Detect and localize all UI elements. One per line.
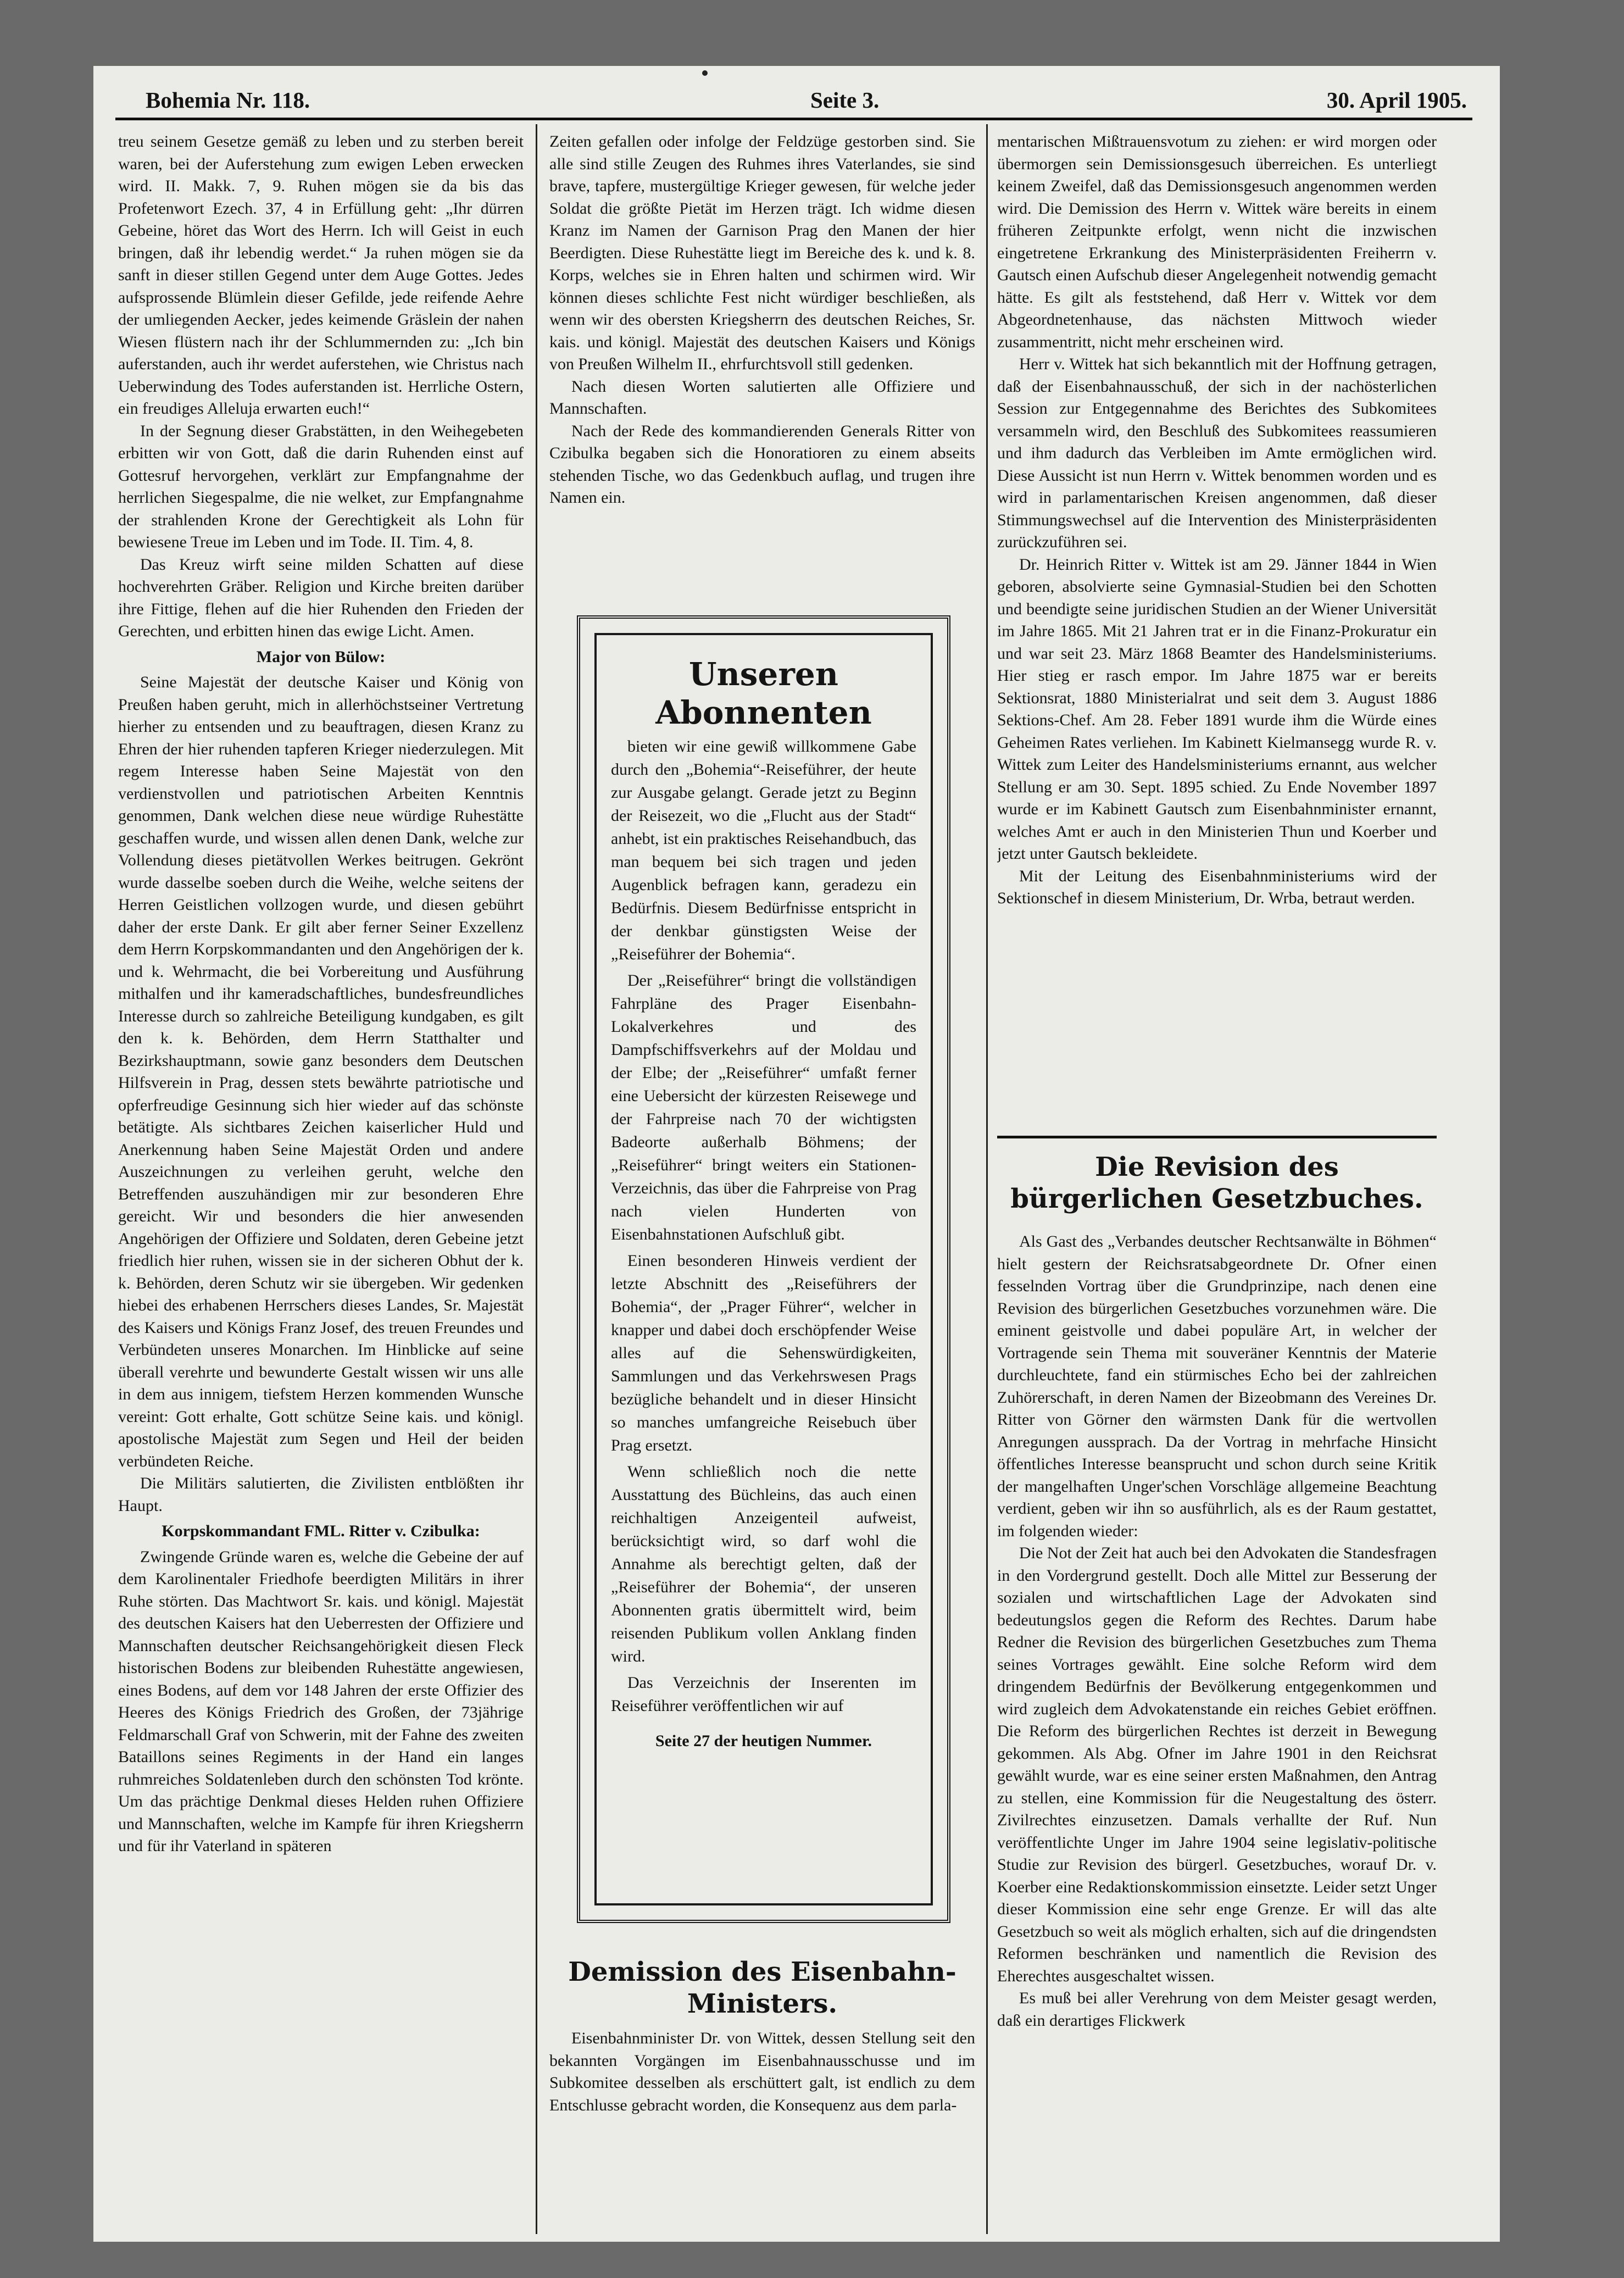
section-rule <box>997 1136 1437 1138</box>
col3-paragraph: mentarischen Mißtrauensvotum zu ziehen: er wird morgen oder übermorgen sein Demissionsgesuch überreichen. Es unterliegt keinem Zweifel, daß das Demissionsgesuch angenommen werden wird. Die Demission des Herrn v. Wittek wäre bereits in einem früheren Zeitpunkte erfolgt, wenn nicht die inzwischen eingetretene Erkrankung des Ministerpräsidenten Freiherrn v. Gautsch einen Aufschub dieser Angelegenheit notwendig gemacht hätte. Es gilt als feststehend, daß Herr v. Wittek vor dem Abgeordnetenhause, das nächsten Mittwoch wieder zusammentritt, nicht mehr erscheinen wird. <box>997 132 1437 351</box>
col3-paragraph: Dr. Heinrich Ritter v. Wittek ist am 29. Jänner 1844 in Wien geboren, absolvierte seine Gymnasial-Studien bei den Schotten und beendigte seine juridischen Studien an der Wiener Universität im Jahre 1865. Mit 21 Jahren trat er in die Finanz-Prokuratur ein und war seit 23. März 1868 Beamter des Handelsministeriums. Hier stieg er rasch empor. Im Jahre 1875 war er bereits Sektionsrat, 1880 Ministerialrat und seit dem 3. August 1886 Sektions-Chef. Am 28. Feber 1891 wurde ihm die Würde eines Geheimen Rates verliehen. Im Kabinett Kielmansegg wurde R. v. Wittek zum Leiter des Handelsministeriums ernannt, aus welcher Stellung er am 30. Sept. 1895 schied. Zu Ende November 1897 wurde er im Kabinett Gautsch zum Eisenbahnminister ernannt, welches Amt er auch in den Ministerien Thun und Koerber und jetzt unter Gautsch bekleidete. <box>997 555 1437 863</box>
col2-paragraph: Zeiten gefallen oder infolge der Feldzüge gestorben sind. Sie alle sind stille Zeugen des Ruhmes ihres Vaterlandes, sie sind brave, tapfere, mustergültige Krieger gewesen, für welche jeder Soldat die größte Pietät im Herzen trägt. Ich widme diesen Kranz im Namen der Garnison Prag den Manen der hier Beerdigten. Diese Ruhestätte liegt im Bereiche des k. und k. 8. Korps, welches sie in Ehren halten und schirmen wird. Wir können dieses schlichte Fest nicht würdiger beschließen, als wenn wir des obersten Kriegsherrn des deutschen Reiches, Sr. kais. und königl. Majestät des deutschen Kaisers und Königs von Preußen Wilhelm II., ehrfurchtsvoll still gedenken. <box>549 132 975 373</box>
announcement-title: Unseren Abonnenten <box>655 655 872 731</box>
demission-article <box>549 2027 975 2236</box>
revision-article <box>997 1231 1437 2242</box>
col1-paragraph: treu seinem Gesetze gemäß zu leben und zu sterben bereit waren, bei der Auferstehung zum ewigen Leben erwecken wird. II. Makk. 7, 9. Ruhen mögen sie da bis das Profetenwort Ezech. 37, 4 in Erfüllung geht: „Ihr dürren Gebeine, höret das Wort des Herrn. Ich will Geist in euch bringen, daß ihr lebendig werdet.“ Ja ruhen mögen sie da sanft in dieser stillen Gegend unter dem Auge Gottes. Jedes aufsprossende Blümlein dieser Gefilde, jede reifende Aehre der umliegenden Aecker, jedes keimende Gräslein der nahen Wiesen flüstern nach ihr der Schlummernden zu: „Ich bin auferstanden, auch ihr werdet auferstehen, wie Christus nach Ueberwindung des Todes auferstanden ist. Herrliche Ostern, ein freudiges Alleluja erwarten euch!“ <box>118 132 524 418</box>
revision-paragraph: Die Not der Zeit hat auch bei den Advokaten die Standesfragen in den Vordergrund gestellt. Doch alle Mittel zur Besserung der sozialen und wirtschaftlichen Lage der Advokaten sind bedeutungslos gegen die Reform des Rechtes. Darum habe Redner die Revision des bürgerlichen Gesetzbuches zum Thema seines Vortrages gewählt. Eine solche Reform wird dem dringendem Bedürfnis der Bevölkerung entgegenkommen und wird zugleich dem Advokatenstande ein reiches Gebiet eröffnen. Die Reform des bürgerlichen Rechtes ist derzeit in Bewegung gekommen. Als Abg. Ofner im Jahre 1901 in den Reichsrat gewählt wurde, war es eine seiner ersten Maßnahmen, den Antrag zu stellen, eine Kommission für die Neugestaltung des österr. Zivilrechtes einzusetzen. Damals verhallte der Ruf. Nun veröffentlichte Unger im Jahre 1904 seine legislativ-politische Studie zur Revision des bürgerl. Gesetzbuches, worauf Dr. v. Koerber eine Redaktionskommission einsetzte. Leider setzt Unger dieser Kommission eine sehr enge Grenze. Er will das alte Gesetzbuch so weit als möglich erhalten, sich auf die dringendsten Reformen beschränken und namentlich die Revision des Eherechtes ausgeschaltet wissen. <box>997 1544 1437 1985</box>
demission-headline: Demission des Eisenbahn-Ministers. <box>568 1957 956 2019</box>
column-rule-1 <box>536 124 537 2234</box>
announcement-paragraph: bieten wir eine gewiß willkommene Gabe durch den „Bohemia“-Reiseführer, der heute zur Ausgabe gelangt. Gerade jetzt zu Beginn der Reisezeit, wo die „Flucht aus der Stadt“ anhebt, ist ein praktisches Reisehandbuch, das man bequem bei sich tragen und jeden Augenblick befragen kann, geradezu ein Bedürfnis. Diesem Bedürfnisse entspricht in der denkbar günstigsten Weise der „Reiseführer der Bohemia“. <box>611 737 916 963</box>
announcement-paragraph: Wenn schließlich noch die nette Ausstattung des Büchleins, das auch einen reichhaltigen Anzeigenteil aufweist, berücksichtigt wird, so darf wohl die Annahme als berechtigt gelten, daß der „Reiseführer der Bohemia“, der unseren Abonnenten gratis übermittelt wird, beim reisenden Publikum vollen Anklang finden wird. <box>611 1463 916 1665</box>
announcement-paragraph: Einen besonderen Hinweis verdient der letzte Abschnitt des „Reiseführers der Bohemia“, der „Prager Führer“, welcher in knapper und dabei doch erschöpfender Weise alles auf die Sehenswürdigkeiten, Sammlungen und das Verkehrswesen Prags bezügliche behandelt und in dieser Hinsicht so manches umfangreiche Reisebuch über Prag ersetzt. <box>611 1252 916 1454</box>
revision-paragraph: Als Gast des „Verbandes deutscher Rechtsanwälte in Böhmen“ hielt gestern der Reichsratsabgeordnete Dr. Ofner einen fesselnden Vortrag über die Grundprinzipe, nach denen eine Revision des bürgerlichen Gesetzbuches vorzunehmen wäre. Die eminent geistvolle und dabei populäre Art, in welcher der Vortragende sein Thema mit souveräner Kenntnis der Materie durchleuchtete, fand ein stürmisches Echo bei der zahlreichen Zuhörerschaft, in deren Namen der Bizeobmann des Vereines Dr. Ritter von Görner den wärmsten Dank für die wertvollen Anregungen aussprach. Da der Vortrag in mehrfache Hinsicht öffentliches Interesse beansprucht und schon durch seine Kritik der mangelhaften Unger'schen Vorschläge allgemeine Beachtung verdient, geben wir ihn so ausführlich, als es der Raum gestattet, im folgenden wieder: <box>997 1232 1437 1540</box>
announcement-paragraph: Das Verzeichnis der Inserenten im Reiseführer veröffentlichen wir auf <box>611 1674 916 1715</box>
col1-paragraph: In der Segnung dieser Grabstätten, in den Weihegebeten erbitten wir von Gott, daß die darin Ruhenden einst auf Gottesruf hervorgehen, verklärt zur Empfangnahme der herrlichen Siegespalme, die nie welket, zur Empfangnahme der strahlenden Krone der Gerechtigkeit als Lohn für bewiesene Treue im Leben und im Tode. II. Tim. 4, 8. <box>118 421 524 551</box>
announcement-inner-frame <box>594 633 933 1905</box>
col2-paragraph: Nach der Rede des kommandierenden Generals Ritter von Czibulka begaben sich die Honoratioren zu einem abseits stehenden Tische, wo das Gedenkbuch auflag, und trugen ihre Namen ein. <box>549 421 975 507</box>
col1-paragraph: Das Kreuz wirft seine milden Schatten auf diese hochverehrten Gräber. Religion und Kirche breiten darüber ihre Fittige, flehen auf die hier Ruhenden den Frieden der Gerechten, und erbitten hinen das ewige Licht. Amen. <box>118 555 524 640</box>
col1-paragraph: Die Militärs salutierten, die Zivilisten entblößten ihr Haupt. <box>118 1474 524 1515</box>
announcement-footer: Seite 27 der heutigen Nummer. <box>655 1732 872 1750</box>
header-page-number: Seite 3. <box>810 87 880 113</box>
page-header <box>146 81 1467 113</box>
col3-paragraph: Mit der Leitung des Eisenbahnministeriums wird der Sektionschef in diesem Ministerium, Dr. Wrba, betraut werden. <box>997 866 1437 907</box>
speaker-heading: Major von Bülow: <box>256 647 386 666</box>
revision-paragraph: Es muß bei aller Verehrung von dem Meister gesagt werden, daß ein derartiges Flickwerk <box>997 1989 1437 2030</box>
column-1 <box>118 131 524 2213</box>
column-2 <box>549 131 975 658</box>
column-3 <box>997 131 1437 1125</box>
header-date: 30. April 1905. <box>1326 87 1467 113</box>
announcement-paragraph: Der „Reiseführer“ bringt die vollständigen Fahrpläne des Prager Eisenbahn-Lokalverkehres und des Dampfschiffsverkehrs auf der Moldau und der Elbe; der „Reiseführer“ umfaßt ferner eine Uebersicht der kürzesten Reisewege und der Fahrpreise nach 70 der wichtigsten Badeorte außerhalb Böhmens; der „Reiseführer“ bringt weiters ein Stationen-Verzeichnis, das über die Fahrpreise von Prag nach vielen Hunderten von Eisenbahnstationen Aufschluß gibt. <box>611 971 916 1243</box>
col2-paragraph: Nach diesen Worten salutierten alle Offiziere und Mannschaften. <box>549 377 975 418</box>
header-rule <box>115 118 1472 120</box>
page-speck <box>702 70 708 76</box>
revision-headline: Die Revision des bürgerlichen Gesetzbuches. <box>1010 1152 1423 1214</box>
subscriber-announcement-box <box>577 615 950 1923</box>
header-issue: Bohemia Nr. 118. <box>146 87 310 113</box>
newspaper-page <box>93 66 1500 2242</box>
speaker-heading: Korpskommandant FML. Ritter v. Czibulka: <box>162 1522 480 1540</box>
col3-paragraph: Herr v. Wittek hat sich bekanntlich mit der Hoffnung getragen, daß der Eisenbahnausschuß, der sich in der nachösterlichen Session zur Entgegennahme des Berichtes des Subkomitees versammeln wird, den Beschluß des Subkomitees reassumieren und ihm dadurch das Verbleiben im Amte ermöglichen wird. Diese Aussicht ist nun Herrn v. Wittek benommen worden und es wird in parlamentarischen Kreisen angenommen, daß dieser Stimmungswechsel auf die Intervention des Ministerpräsidenten zurückzuführen sei. <box>997 355 1437 551</box>
column-rule-2 <box>986 124 988 2234</box>
col1-paragraph: Seine Majestät der deutsche Kaiser und König von Preußen haben geruht, mich in allerhöchstseiner Vertretung hierher zu entsenden und zu beauftragen, diesen Kranz zu Ehren der hier ruhenden tapferen Krieger niederzulegen. Mit regem Interesse haben Seine Majestät von den verdienstvollen und patriotischen Arbeiten Kenntnis genommen, Dank welchen diese neue würdige Ruhestätte geschaffen wurde, und wissen allen denen Dank, welche zur Vollendung dieses pietätvollen Werkes beitrugen. Gekrönt wurde dasselbe soeben durch die Weihe, welche seitens der Herren Geistlichen vollzogen wurde, und diesen gebührt daher der erste Dank. Er gilt aber ferner Seiner Exzellenz dem Herrn Korpskommandanten und den Angehörigen der k. und k. Wehrmacht, die bei Vorbereitung und Ausführung mithalfen und ihr kameradschaftliches, bundesfreundliches Interesse durch so zahlreiche Beteiligung kundgaben, es gilt den k. k. Behörden, dem Herrn Statthalter und Bezirkshauptmann, sowie ganz besonders dem Deutschen Hilfsverein in Prag, dessen stets bewährte patriotische und opferfreudige Gesinnung sich hier wieder auf das schönste betätigte. Als sichtbares Zeichen kaiserlicher Huld und Anerkennung haben Seine Majestät Orden und andere Auszeichnungen zu verleihen geruht, welche den Betreffenden auszuhändigen mir zur besonderen Ehre gereicht. Wir und besonders die hier anwesenden Angehörigen der Offiziere und Soldaten, deren Gebeine jetzt friedlich hier ruhen, wissen sie in der sicheren Obhut der k. k. Behörden, deren Schutz wir sie übergeben. Wir gedenken hiebei des erhabenen Herrschers dieses Landes, Sr. Majestät des Kaisers und Königs Franz Josef, des treuen Freundes und Verbündeten unseres Monarchen. Im Hinblicke auf seine überall verehrte und bewunderte Gestalt wissen wir uns alle in dem aus innigem, tiefstem Herzen kommenden Wunsche vereint: Gott erhalte, Gott schütze Seine kais. und königl. apostolische Majestät zum Segen und Heil der beiden verbündeten Reiche. <box>118 673 524 1470</box>
demission-paragraph: Eisenbahnminister Dr. von Wittek, dessen Stellung seit den bekannten Vorgängen im Eisenbahnausschusse und im Subkomitee desselben als erschüttert galt, ist endlich zu dem Entschlusse gebracht worden, die Konsequenz aus dem parla- <box>549 2029 975 2114</box>
col1-paragraph: Zwingende Gründe waren es, welche die Gebeine der auf dem Karolinentaler Friedhofe beerdigten Militärs in ihrer Ruhe störten. Das Machtwort Sr. kais. und königl. Majestät des deutschen Kaisers hat den Ueberresten der Offiziere und Mannschaften deutscher Reichsangehörigkeit diesen Fleck historischen Bodens zur bleibenden Ruhestätte angewiesen, eines Bodens, auf dem vor 148 Jahren der erste Offizier des Heeres des Königs Friedrich des Großen, der 73jährige Feldmarschall Graf von Schwerin, mit der Fahne des zweiten Bataillons seines Regiments in der Hand ein langes ruhmreiches Soldatenleben durch den schönsten Tod krönte. Um das prächtige Denkmal dieses Helden ruhen Offiziere und Mannschaften, welche im Kampfe für ihren Kriegsherrn und für ihr Vaterland in späteren <box>118 1547 524 1855</box>
